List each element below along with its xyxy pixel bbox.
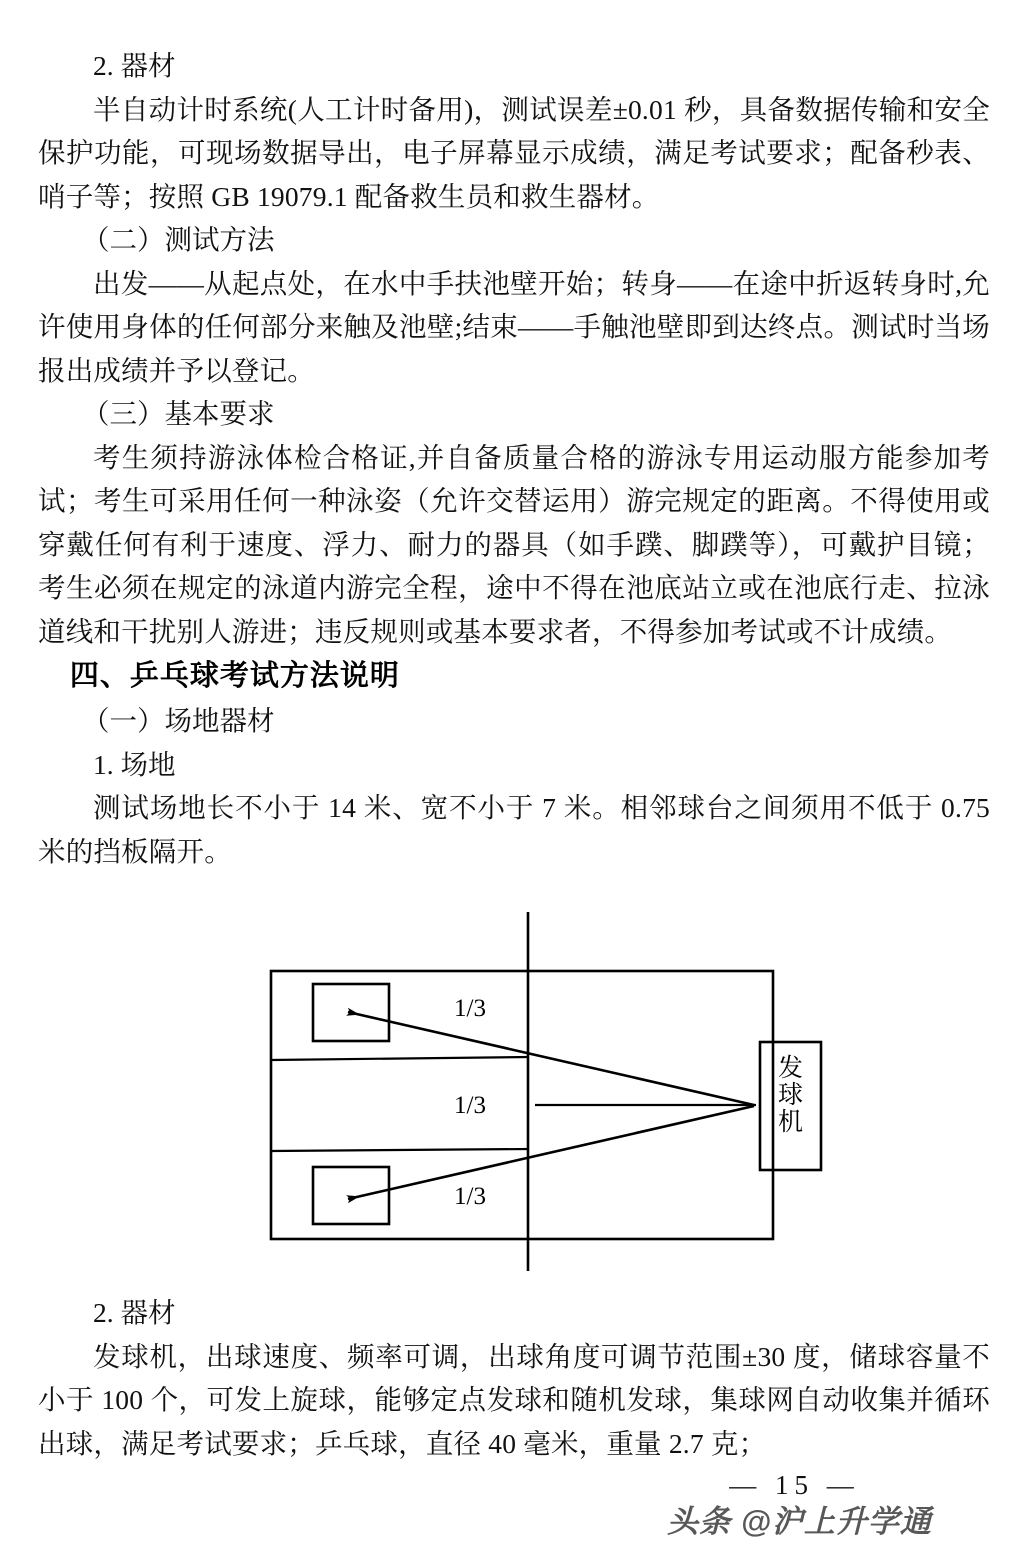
zone-label-top: 1/3 xyxy=(454,995,486,1022)
zone-divider-lower xyxy=(271,1149,529,1151)
trajectory-to-lower-target xyxy=(348,1106,754,1199)
ball-machine-label-char-1: 发 xyxy=(777,1054,803,1082)
heading-swim-basic-requirements: （三）基本要求 xyxy=(82,398,275,429)
heading-tt-venue-equipment: （一）场地器材 xyxy=(82,705,275,736)
zone-label-bottom: 1/3 xyxy=(454,1183,486,1210)
heading-tt-equipment: 2. 器材 xyxy=(93,1297,176,1328)
figure-table-tennis-diagram xyxy=(38,899,990,1291)
target-box-lower xyxy=(313,1167,389,1224)
heading-tt-venue: 1. 场地 xyxy=(93,748,176,780)
paragraph-swim-equipment: 半自动计时系统(人工计时备用)，测试误差±0.01 秒，具备数据传输和安全保护功能，可现场数据导出，电子屏幕显示成绩，满足考试要求；配备秒表、哨子等；按照 GB 19079.1 配备救生员和救生器材。 xyxy=(38,93,990,212)
zone-label-middle: 1/3 xyxy=(454,1092,486,1119)
ball-machine-label-char-2: 球 xyxy=(777,1081,803,1109)
heading-swim-test-method: （二）测试方法 xyxy=(82,224,275,255)
diagram-svg xyxy=(38,899,990,1291)
page-content xyxy=(38,44,990,1465)
paragraph-swim-basic-requirements: 考生须持游泳体检合格证,并自备质量合格的游泳专用运动服方能参加考试；考生可采用任何一种泳姿（允许交替运用）游完规定的距离。不得使用或穿戴任何有利于速度、浮力、耐力的器具（如手蹼、脚蹼等），可戴护目镜；考生必须在规定的泳道内游完全程，途中不得在池底站立或在池底行走、拉泳道线和干扰别人游进；违反规则或基本要求者，不得参加考试或不计成绩。 xyxy=(38,441,990,647)
heading-swim-equipment: 2. 器材 xyxy=(93,50,176,81)
heading-table-tennis-section: 四、乒乓球考试方法说明 xyxy=(69,660,400,692)
watermark-text: 头条 @沪上升学通 xyxy=(667,1504,932,1539)
paragraph-tt-venue: 测试场地长不小于 14 米、宽不小于 7 米。相邻球台之间须用不低于 0.75 米的挡板隔开。 xyxy=(38,792,990,867)
paragraph-tt-equipment: 发球机，出球速度、频率可调，出球角度可调节范围±30 度，储球容量不小于 100 个，可发上旋球，能够定点发球和随机发球，集球网自动收集并循环出球，满足考试要求；乒乓球，直径 40 毫米，重量 2.7 克； xyxy=(38,1340,990,1459)
paragraph-swim-test-method: 出发——从起点处，在水中手扶池壁开始；转身——在途中折返转身时,允许使用身体的任何部分来触及池壁;结束——手触池壁即到达终点。测试时当场报出成绩并予以登记。 xyxy=(38,267,990,386)
zone-divider-upper xyxy=(271,1057,529,1060)
page-number: — 15 — xyxy=(729,1470,860,1500)
ball-machine-label-char-3: 机 xyxy=(777,1108,803,1136)
ball-machine-label xyxy=(760,1055,821,1136)
